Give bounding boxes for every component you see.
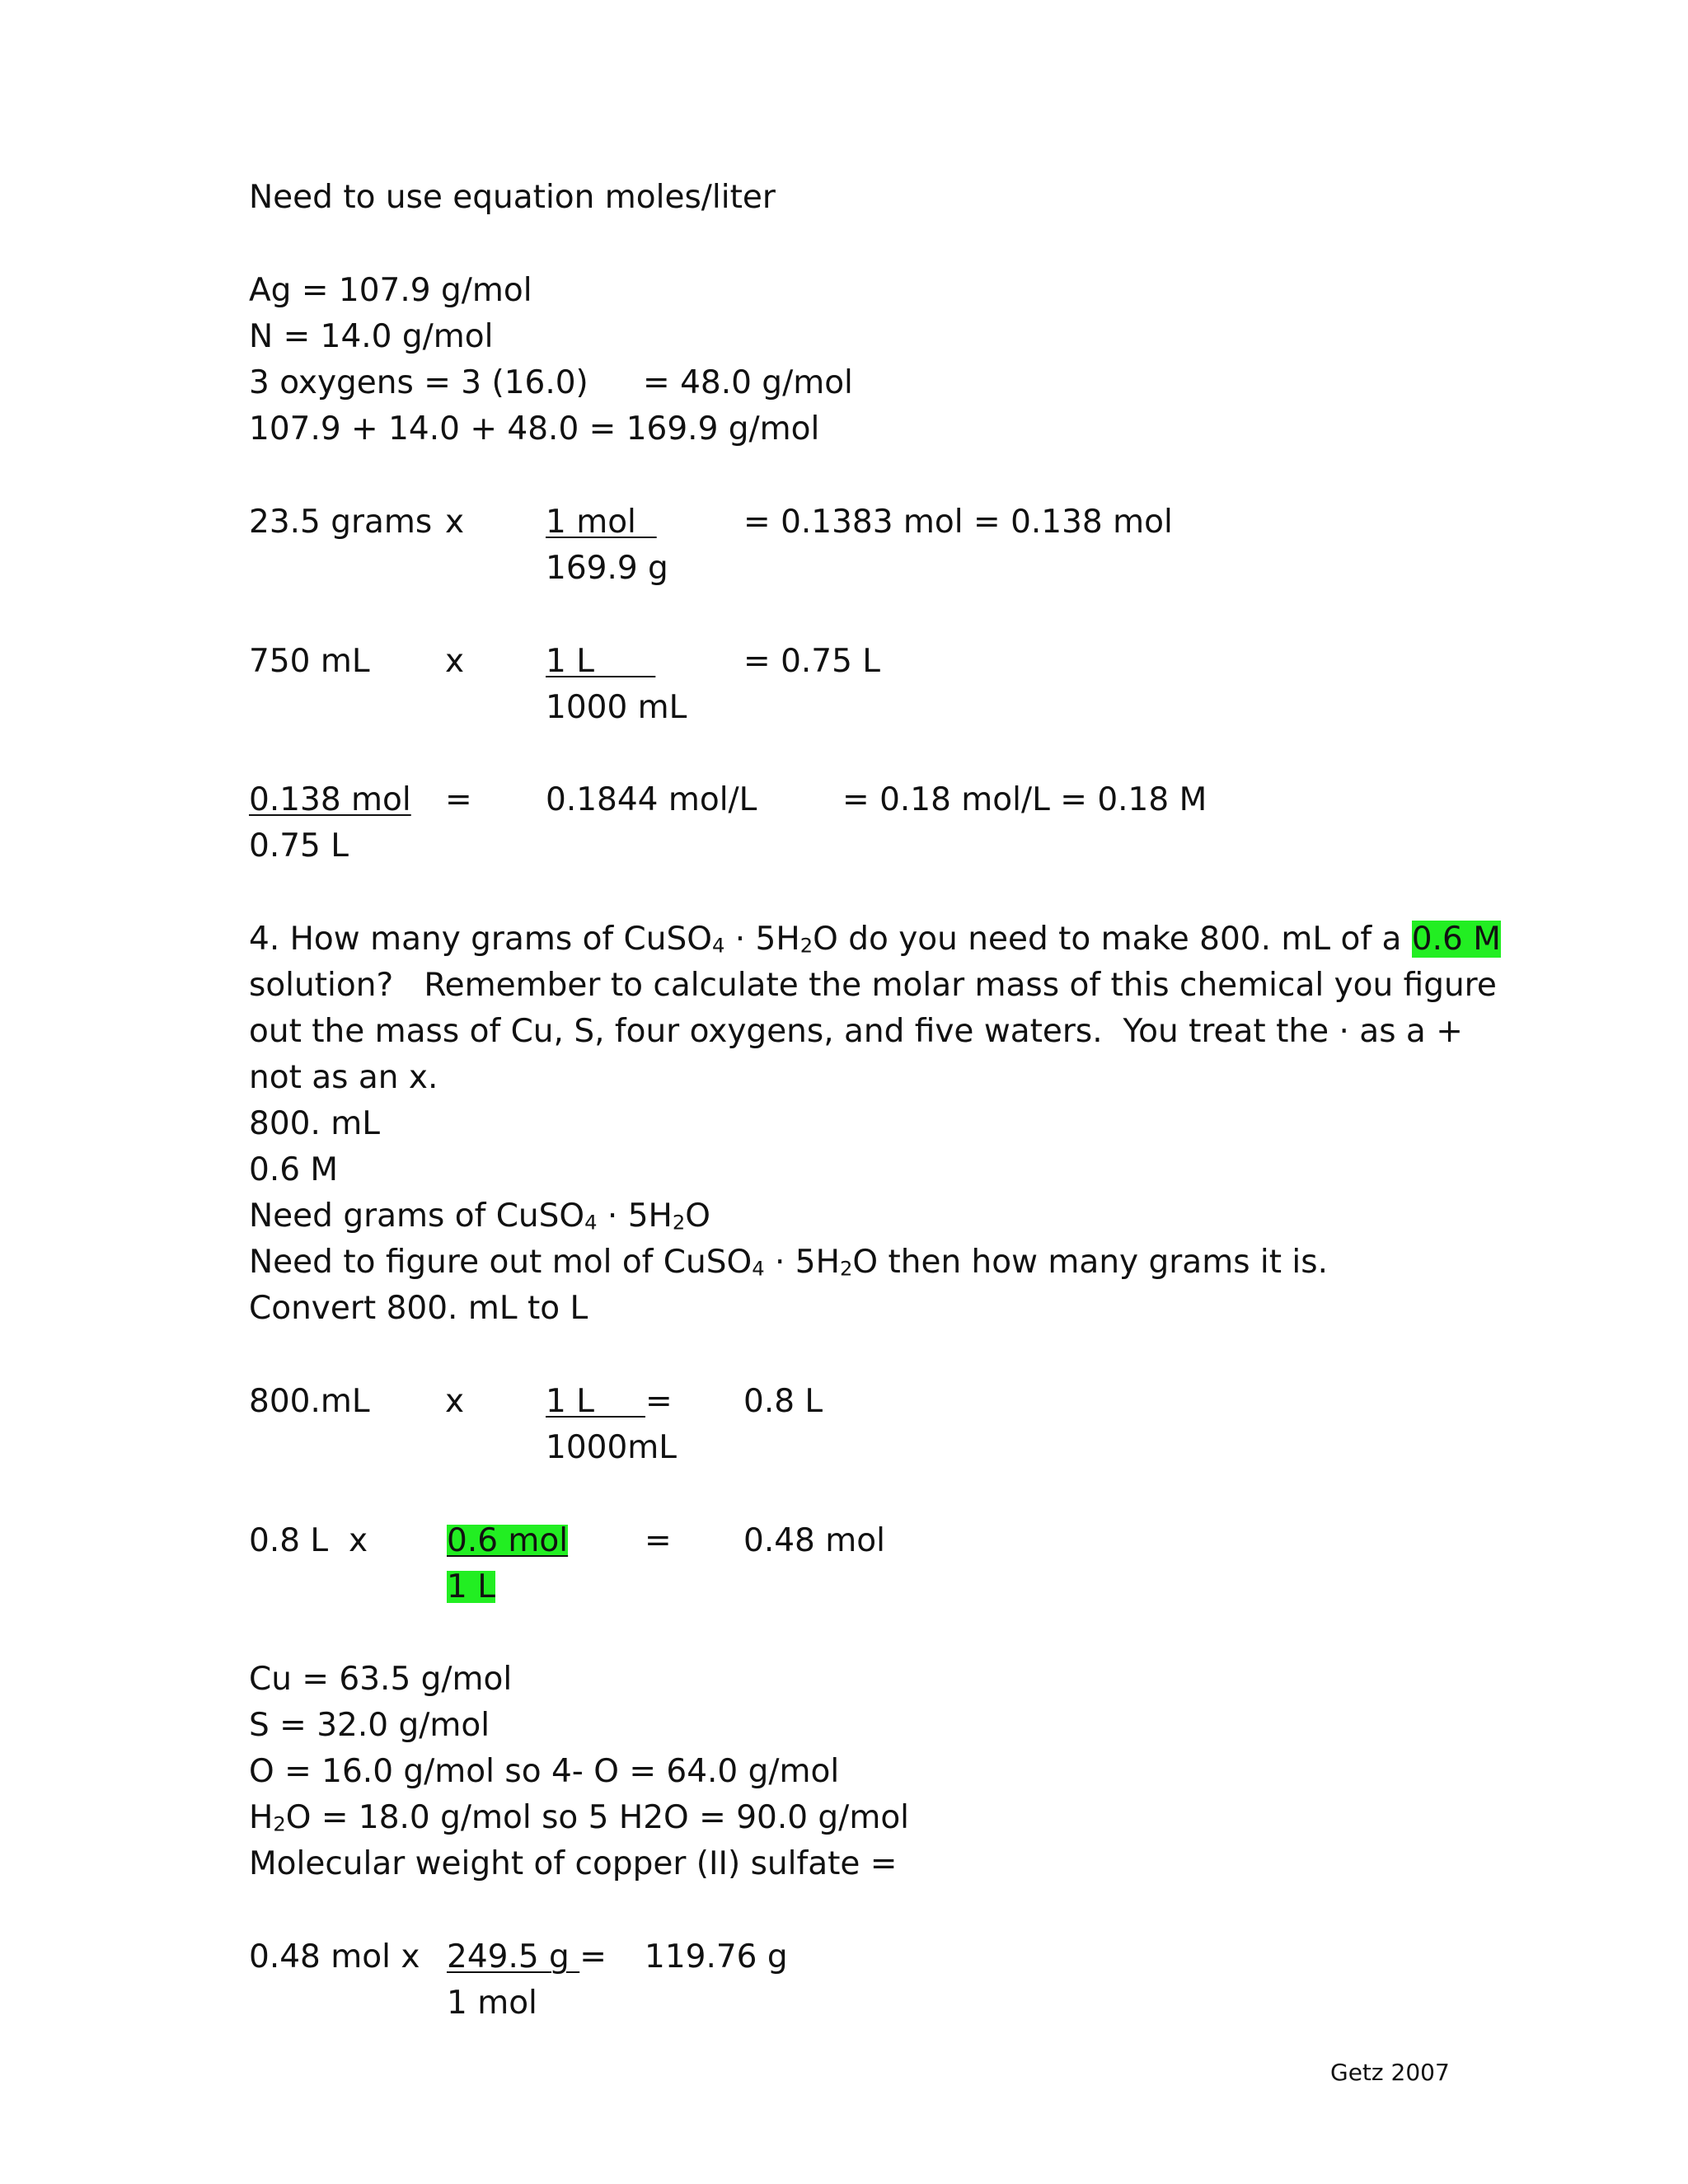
q4-need-sub-4: 4 (584, 1211, 598, 1235)
o-mass: O = 16.0 g/mol so 4- O = 64.0 g/mol (249, 1753, 840, 1790)
calc1-denominator: 169.9 g (546, 550, 668, 587)
q4-volume: 800. mL (249, 1105, 380, 1142)
q4-need-sub-2: 2 (672, 1211, 686, 1235)
molecular-weight-line: Molecular weight of copper (II) sulfate = (249, 1845, 898, 1882)
calc5-op: = (645, 1522, 672, 1559)
calc4-op: x (445, 1383, 465, 1420)
calc4-denominator: 1000mL (546, 1429, 677, 1466)
intro-line: Need to use equation moles/liter (249, 179, 776, 216)
calc4-numerator: 1 L (546, 1383, 645, 1420)
q4-mol-sub-4: 4 (752, 1257, 765, 1281)
oxygen-mass: 3 oxygens = 3 (16.0) (249, 364, 588, 401)
q4-sub-2: 2 (799, 934, 814, 958)
calc2-op: x (445, 643, 465, 680)
footer-credit: Getz 2007 (1330, 2059, 1450, 2086)
q4-mol-dot: · 5H (764, 1244, 840, 1281)
q4-sub-4: 4 (711, 934, 725, 958)
calc3-mid: 0.1844 mol/L (546, 781, 757, 818)
cu-mass: Cu = 63.5 g/mol (249, 1661, 513, 1698)
q4-need-dot: · 5H (597, 1197, 673, 1235)
q4-dot: · 5H (724, 921, 800, 958)
total-molar-mass: 107.9 + 14.0 + 48.0 = 169.9 g/mol (249, 410, 820, 448)
calc3-op: = (445, 781, 472, 818)
h2o-mass-a: H (249, 1799, 274, 1836)
calc6-eq: = (579, 1938, 607, 1975)
calc5-numerator: 0.6 mol (447, 1522, 569, 1559)
h2o-mass (249, 1799, 910, 1836)
calc3-result: = 0.18 mol/L = 0.18 M (842, 781, 1207, 818)
q4-line4: not as an x. (249, 1059, 438, 1096)
calc6-numerator-row (447, 1938, 607, 1975)
calc1-op: x (445, 504, 465, 541)
calc4-numerator-row (546, 1385, 673, 1418)
calc6-result: 119.76 g (645, 1938, 788, 1975)
calc4-result: 0.8 L (743, 1383, 823, 1420)
q4-line2: solution? Remember to calculate the molar mass of this chemical you figure (249, 967, 1497, 1004)
q4-need-grams (249, 1197, 710, 1235)
h2o-mass-b: O = 18.0 g/mol so 5 H2O = 90.0 g/mol (285, 1799, 910, 1836)
calc1-numerator: 1 mol (546, 504, 657, 541)
ag-mass: Ag = 107.9 g/mol (249, 272, 532, 309)
calc5-left: 0.8 L x (249, 1522, 368, 1559)
q4-need-mol (249, 1244, 1328, 1281)
q4-need-grams-b: O (685, 1197, 710, 1235)
q4-line1 (249, 921, 1501, 958)
calc6-numerator: 249.5 g (447, 1938, 580, 1975)
n-mass: N = 14.0 g/mol (249, 318, 494, 355)
calc5-denominator: 1 L (447, 1568, 495, 1605)
q4-need-mol-b: O then how many grams it is. (852, 1244, 1328, 1281)
calc1-left: 23.5 grams (249, 504, 433, 541)
calc2-denominator: 1000 mL (546, 689, 687, 726)
h2o-sub-2: 2 (273, 1812, 286, 1836)
calc6-denominator: 1 mol (447, 1985, 537, 2022)
q4-text-a: 4. How many grams of CuSO (249, 921, 712, 958)
q4-convert: Convert 800. mL to L (249, 1290, 588, 1327)
calc1-result: = 0.1383 mol = 0.138 mol (743, 504, 1173, 541)
calc6-left: 0.48 mol x (249, 1938, 420, 1975)
q4-need-mol-a: Need to figure out mol of CuSO (249, 1244, 753, 1281)
calc5-result: 0.48 mol (743, 1522, 885, 1559)
q4-highlight-molarity: 0.6 M (1411, 921, 1501, 958)
q4-need-grams-a: Need grams of CuSO (249, 1197, 585, 1235)
calc2-numerator: 1 L (546, 643, 656, 680)
q4-molarity: 0.6 M (249, 1151, 339, 1188)
calc3-numerator: 0.138 mol (249, 781, 411, 818)
oxygen-mass-result: = 48.0 g/mol (643, 364, 853, 401)
calc3-denominator: 0.75 L (249, 827, 349, 865)
calc4-left: 800.mL (249, 1383, 370, 1420)
calc4-eq: = (645, 1383, 673, 1420)
s-mass: S = 32.0 g/mol (249, 1707, 490, 1744)
q4-text-b: O do you need to make 800. mL of a (813, 921, 1412, 958)
calc2-left: 750 mL (249, 643, 370, 680)
calc2-result: = 0.75 L (743, 643, 881, 680)
q4-line3: out the mass of Cu, S, four oxygens, and five waters. You treat the · as a + (249, 1013, 1463, 1050)
q4-mol-sub-2: 2 (839, 1257, 853, 1281)
